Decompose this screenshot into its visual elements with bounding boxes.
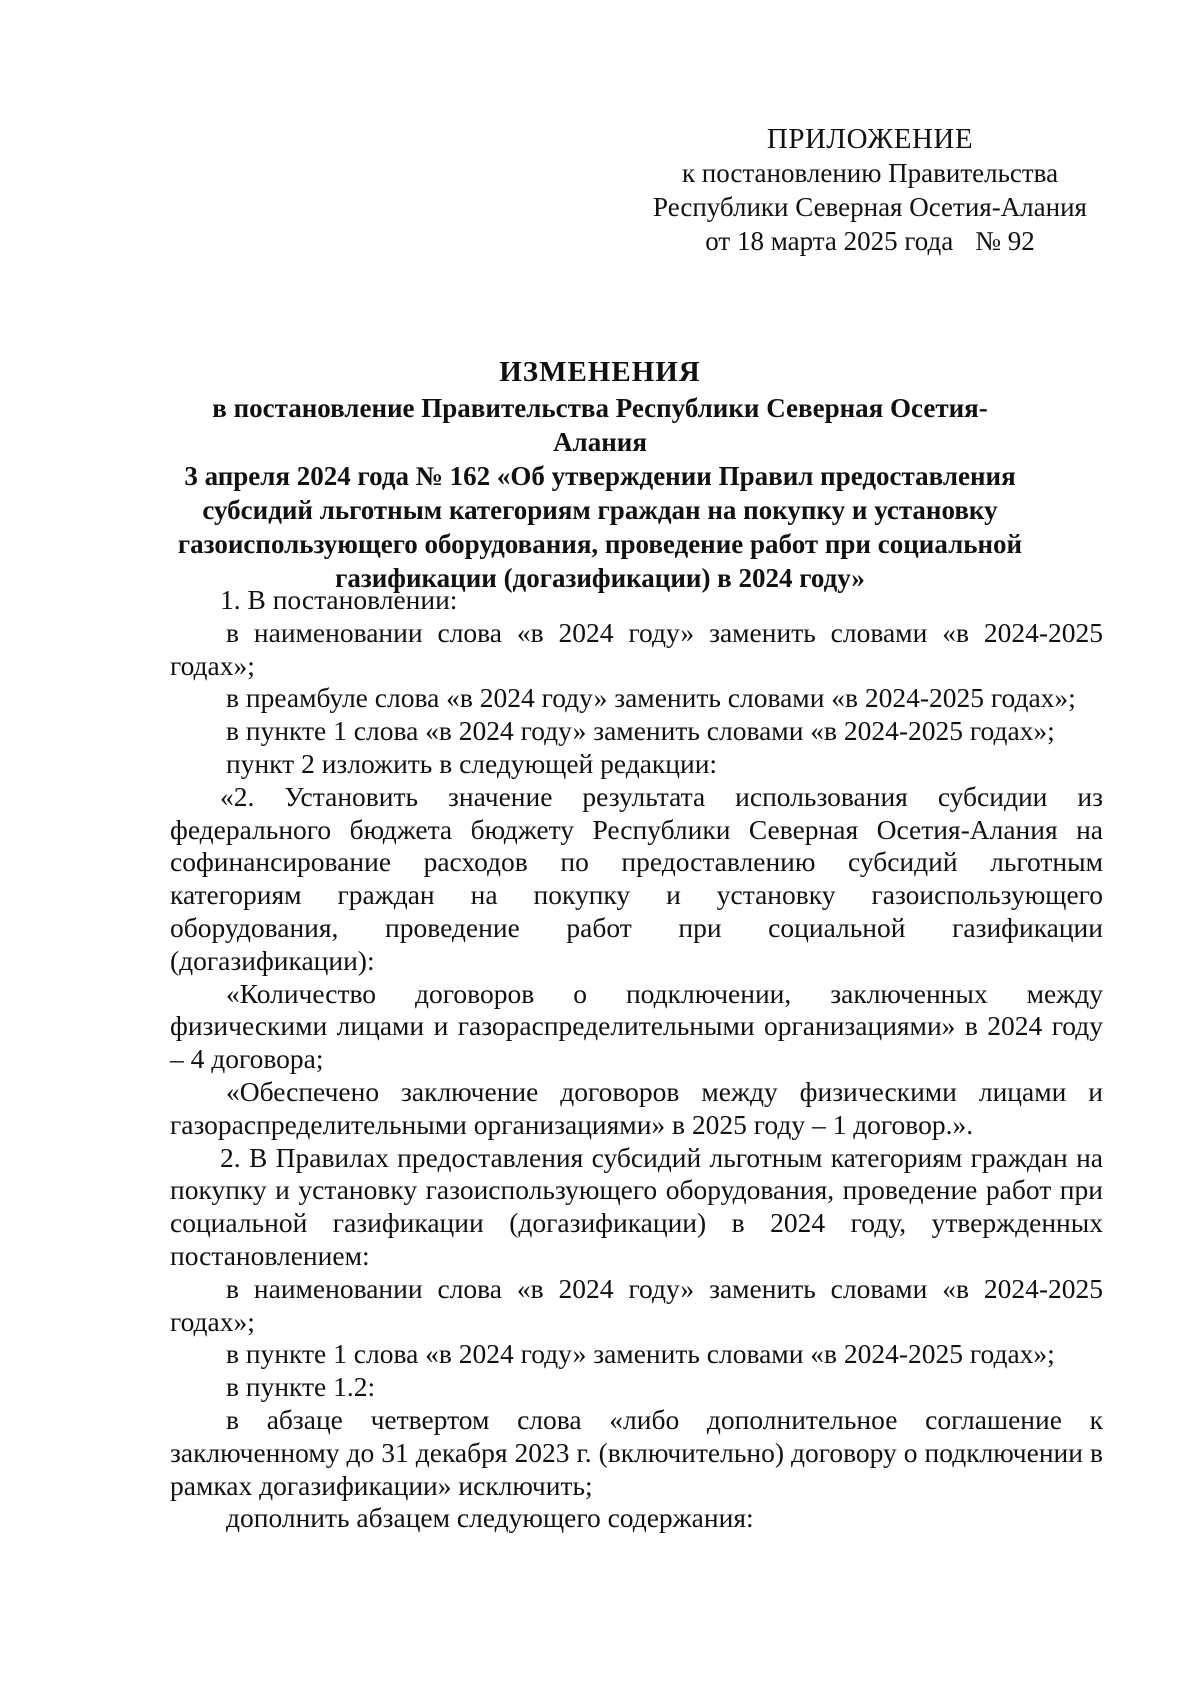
paragraph-2: в наименовании слова «в 2024 году» заменить словами «в 2024-2025 годах»; [170, 616, 1103, 681]
title-line-4: газоиспользующего оборудования, проведение работ при социальной [177, 529, 1023, 559]
paragraph-1: 1. В постановлении: [220, 584, 458, 615]
appendix-block [620, 122, 1120, 258]
title-line-1: в постановление Правительства Республики Северная Осетия-Алания [212, 393, 988, 457]
paragraph-13: в абзаце четвертом слова «либо дополнительное соглашение к заключенному до 31 декабря 2023 г. (включительно) договору о подключении в рамках догазификации» исключить; [170, 1403, 1103, 1501]
paragraph-14: дополнить абзацем следующего содержания: [226, 1502, 754, 1534]
paragraph-9: 2. В Правилах предоставления субсидий льготным категориям граждан на покупку и установку газоиспользующего оборудования, проведение работ при социальной газификации (догазификации) в 2024 году, утвержденных постановлением: [170, 1141, 1103, 1271]
document-body [170, 584, 1103, 1535]
paragraph-6: «2. Установить значение результата использования субсидии из федерального бюджета бюджету Республики Северная Осетия-Алания на софинансирование расходов по предоставлению субсидий льготным категориям граждан на покупку и установку газоиспользующего оборудования, проведение работ при социальной газификации (догазификации): [170, 780, 1103, 976]
title-line-3: субсидий льготным категориям граждан на покупку и установку [202, 495, 998, 525]
paragraph-10: в наименовании слова «в 2024 году» заменить словами «в 2024-2025 годах»; [170, 1272, 1103, 1337]
title-line-5: газификации (догазификации) в 2024 году» [335, 563, 865, 593]
paragraph-5: пункт 2 изложить в следующей редакции: [226, 747, 718, 779]
title-main: ИЗМЕНЕНИЯ [499, 356, 701, 388]
paragraph-8: «Обеспечено заключение договоров между физическими лицами и газораспределительными организациями» в 2025 году – 1 договор.». [170, 1075, 1103, 1140]
paragraph-3: в преамбуле слова «в 2024 году» заменить словами «в 2024-2025 годах»; [226, 682, 1076, 714]
paragraph-11: в пункте 1 слова «в 2024 году» заменить словами «в 2024-2025 годах»; [226, 1338, 1055, 1370]
paragraph-12: в пункте 1.2: [226, 1371, 376, 1403]
paragraph-4: в пункте 1 слова «в 2024 году» заменить словами «в 2024-2025 годах»; [226, 715, 1055, 747]
paragraph-7: «Количество договоров о подключении, заключенных между физическими лицами и газораспределительными организациями» в 2024 году – 4 договора; [170, 977, 1103, 1075]
appendix-label: ПРИЛОЖЕНИЕ [766, 123, 974, 155]
appendix-line-1: к постановлению Правительства [681, 158, 1059, 188]
appendix-number: № 92 [975, 226, 1035, 256]
document-title [170, 355, 1030, 595]
appendix-line-2: Республики Северная Осетия-Алания [653, 192, 1087, 222]
title-line-2: 3 апреля 2024 года № 162 «Об утверждении Правил предоставления [184, 461, 1016, 491]
appendix-date-line [620, 224, 1120, 258]
appendix-date: от 18 марта 2025 года [705, 226, 954, 256]
